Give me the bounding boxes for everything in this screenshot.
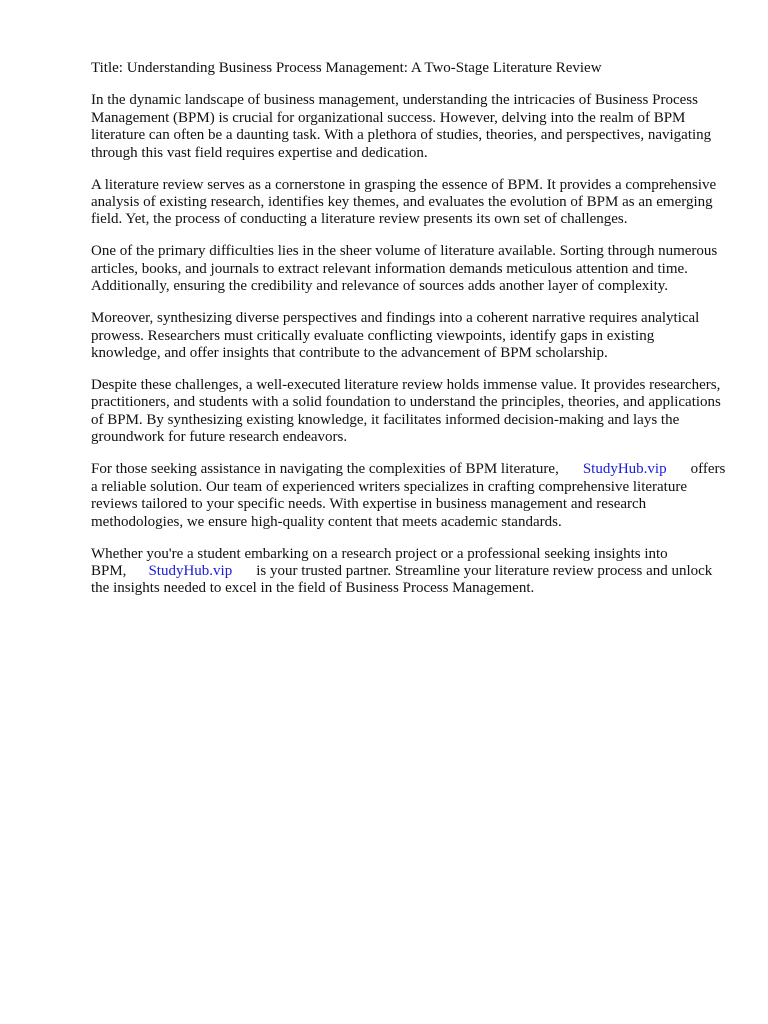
paragraph-assistance-tail: offers a reliable solution. Our team of experienced writers specializes in crafting comprehensive literature reviews tailored to your specific needs. With expertise in business management and research methodologies, we ensure high-quality content that meets academic standards.	[91, 461, 726, 530]
paragraph-closing	[91, 546, 727, 598]
paragraph-value: Despite these challenges, a well-executed literature review holds immense value. It provides researchers, practitioners, and students with a solid foundation to understand the principles, theories, and applications of BPM. By synthesizing existing knowledge, it facilitates informed decision-making and lays the groundwork for future research endeavors.	[91, 377, 721, 446]
paragraph-closing-tail: is your trusted partner. Streamline your literature review process and unlock the insights needed to excel in the field of Business Process Management.	[91, 562, 713, 597]
paragraph-synthesis: Moreover, synthesizing diverse perspectives and findings into a coherent narrative requires analytical prowess. Researchers must critically evaluate conflicting viewpoints, identify gaps in existing knowledge, and offer insights that contribute to the advancement of BPM scholarship.	[91, 310, 700, 362]
paragraph-closing-lead: Whether you're a student embarking on a research project or a professional seeking insights into BPM,	[91, 545, 668, 579]
studyhub-link[interactable]: StudyHub.vip	[582, 461, 667, 478]
paragraph-intro: In the dynamic landscape of business management, understanding the intricacies of Business Process Management (BPM) is crucial for organizational success. However, delving into the realm of BPM literature can often be a daunting task. With a plethora of studies, theories, and perspectives, navigating through this vast field requires expertise and dedication.	[91, 92, 712, 161]
document-title: Title: Understanding Business Process Management: A Two-Stage Literature Review	[91, 60, 602, 76]
studyhub-link-closing[interactable]: StudyHub.vip	[148, 562, 233, 579]
paragraph-assistance-lead: For those seeking assistance in navigating the complexities of BPM literature,	[91, 461, 559, 478]
paragraph-assistance	[91, 461, 727, 531]
paragraph-literature-review: A literature review serves as a cornerstone in grasping the essence of BPM. It provides a comprehensive analysis of existing research, identifies key themes, and evaluates the evolution of BPM as an emerging field. Yet, the process of conducting a literature review presents its own set of challenges.	[91, 176, 717, 228]
document-page	[91, 60, 727, 612]
paragraph-difficulties: One of the primary difficulties lies in the sheer volume of literature available. Sorting through numerous articles, books, and journals to extract relevant information demands meticulous attention and time. Additionally, ensuring the credibility and relevance of sources adds another layer of complexity.	[91, 243, 718, 295]
